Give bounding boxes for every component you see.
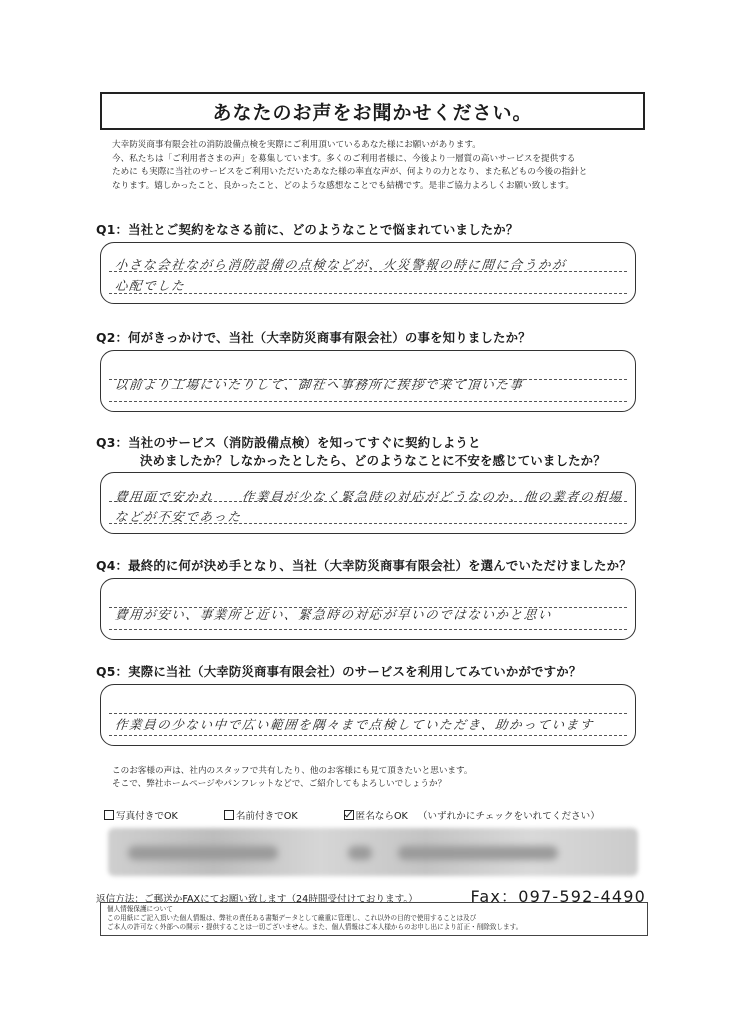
answer-rule [109,629,627,630]
answer-4-line-1: 費用が安い、事業所と近い、緊急時の対応が早いのではないかと思い [114,607,553,622]
question-5: Q5：実際に当社（大幸防災商事有限会社）のサービスを利用してみていかがですか？ [96,664,582,679]
consent-label: 写真付きでOK [116,811,178,822]
question-4: Q4：最終的に何が決め手となり、当社（大幸防災商事有限会社）を選んでいただけましたか？ [96,558,632,573]
question-3 [96,434,606,470]
checkbox-icon[interactable] [104,810,114,820]
intro-text [112,139,642,193]
answer-box-5[interactable] [100,684,636,746]
answer-box-1[interactable] [100,242,636,304]
intro-line: 大幸防災商事有限会社の消防設備点検を実際にご利用頂いているあなた様にお願いがあります。 [112,140,481,150]
answer-2-line-1: 以前より工場にいたりして、御社へ事務所に挨拶で来て頂いた事 [114,377,525,392]
intro-line: ために も実際に当社のサービスをご利用いただいたあなた様の率直な声が、何よりの力となり、また私どもの今後の指針と [112,167,588,177]
consent-note: （いずれかにチェックをいれてください） [417,811,600,822]
answer-1-line-1: 小さな会社ながら消防設備の点検などが、火災警報の時に間に合うかが [114,257,567,272]
consent-label: 匿名ならOK [355,811,408,822]
consent-photo-checkbox[interactable] [104,808,178,822]
notice-line: そこで、弊社ホームページやパンフレットなどで、ご紹介してもよろしいでしょうか？ [112,779,447,789]
intro-line: 今、私たちは「ご利用者さまの声」を募集しています。多くのご利用者様に、今後より一層質の高いサービスを提供する [112,153,576,164]
form-title: あなたのお声をお聞かせください。 [100,92,645,130]
privacy-line: ご本人の許可なく外部への開示・提供することは一切ございません。また、個人情報はご本人様からのお申し出により訂正・削除致します。 [107,923,523,931]
privacy-line: 個人情報保護について [107,905,173,913]
consent-anonymous-checkbox[interactable] [344,808,408,822]
intro-line: なります。嬉しかったこと、良かったこと、どのような感想なことでも結構です。是非ご協力よろしくお願い致します。 [112,180,575,191]
privacy-line: この用紙にご記入頂いた個人情報は、弊社の責任ある書類データとして厳重に管理し、これ以外の目的で使用することは及び [107,914,477,922]
fax-number: Fax：097-592-4490 [470,887,646,906]
answer-3-line-2: などが不安であった [114,509,243,524]
return-method: 返信方法：ご郵送かFAXにてお願い致します（24時間受付けております。） [96,894,418,905]
question-2: Q2：何がきっかけで、当社（大幸防災商事有限会社）の事を知りましたか？ [96,330,531,345]
redacted-signature-area [108,828,638,876]
answer-box-4[interactable] [100,578,636,640]
notice-line: このお客様の声は、社内のスタッフで共有したり、他のお客様にも見て頂きたいと思います。 [112,766,473,776]
answer-rule [109,401,627,402]
consent-options [104,808,649,822]
consent-name-checkbox[interactable] [224,808,298,822]
privacy-notice [100,902,648,936]
answer-1-line-2: 心配でした [114,278,187,293]
answer-rule [109,735,627,736]
question-3-line-1: Q3：当社のサービス（消防設備点検）を知ってすぐに契約しようと [96,435,481,450]
question-1: Q1：当社とご契約をなさる前に、どのようなことで悩まれていましたか？ [96,222,519,237]
answer-3-line-1: 費用面で安かれ 作業員が少なく緊急時の対応がどうなのか、他の業者の相場 [114,489,624,504]
sharing-notice [112,765,642,791]
answer-rule [109,713,627,714]
answer-box-2[interactable] [100,350,636,412]
answer-5-line-1: 作業員の少ない中で広い範囲を隅々まで点検していただき、助かっています [114,717,595,732]
question-3-line-2: 決めましたか？しなかったとしたら、どのようなことに不安を感じていましたか？ [140,453,606,468]
consent-label: 名前付きでOK [235,811,298,822]
answer-box-3[interactable] [100,472,636,534]
checked-checkbox-icon[interactable] [344,810,354,820]
checkbox-icon[interactable] [224,810,234,820]
